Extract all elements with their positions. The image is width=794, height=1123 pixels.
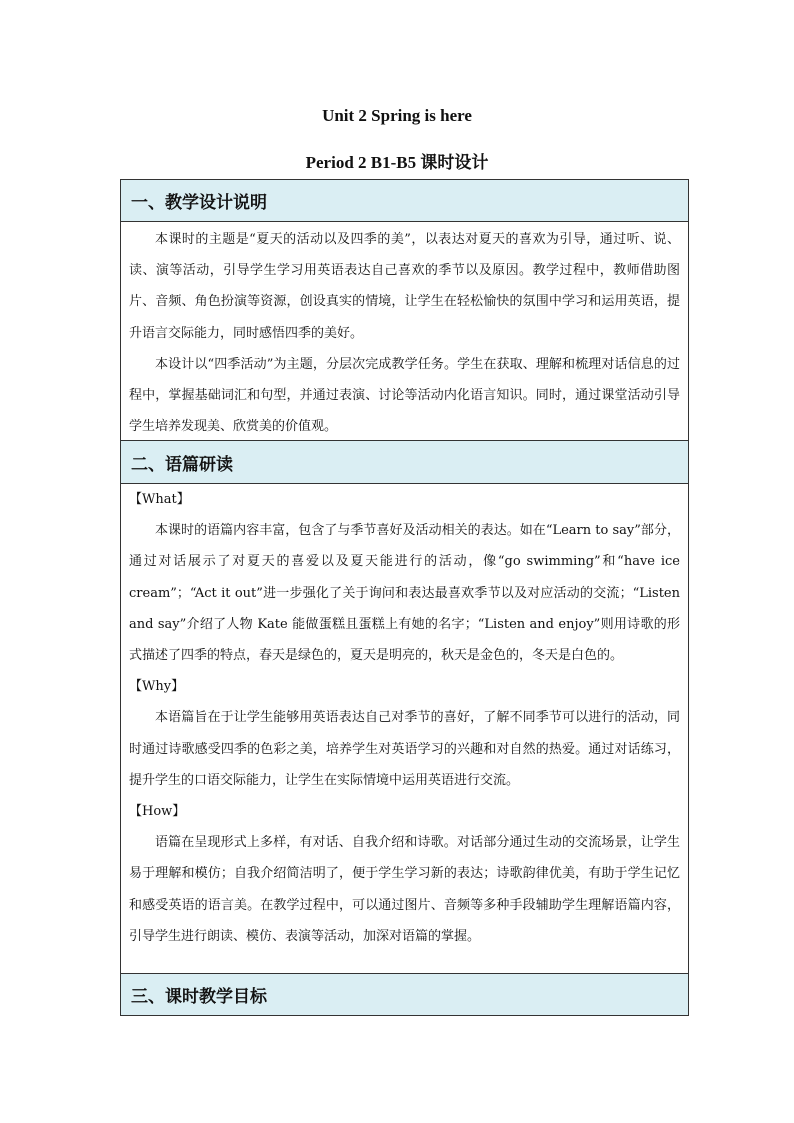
section-heading-design: 一、教学设计说明 <box>121 180 688 222</box>
document-title: Unit 2 Spring is here <box>322 106 472 125</box>
what-paragraph: 本课时的语篇内容丰富，包含了与季节喜好及活动相关的表达。如在“Learn to say”部分，通过对话展示了对夏天的喜爱以及夏天能进行的活动，像“go swimming”和“have ice cream”；“Act it out”进一步强化了关于询问和表达最喜欢季节以及对应活动的交流；“Listen and say”介绍了人物 Kate 能做蛋糕且蛋糕上有她的名字；“Listen and enjoy”则用诗歌的形式描述了四季的特点，春天是绿色的，夏天是明亮的，秋天是金色的，冬天是白色的。 <box>129 523 680 664</box>
design-paragraph-1: 本课时的主题是“夏天的活动以及四季的美”，以表达对夏天的喜欢为引导，通过听、说、读、演等活动，引导学生学习用英语表达自己喜欢的季节以及原因。教学过程中，教师借助图片、音频、角色扮演等资源，创设真实的情境，让学生在轻松愉快的氛围中学习和运用英语，提升语言交际能力，同时感悟四季的美好。 <box>129 232 680 341</box>
why-tag: 【Why】 <box>129 679 185 695</box>
what-tag: 【What】 <box>129 492 190 507</box>
section-heading-objectives: 三、课时教学目标 <box>121 973 688 1015</box>
how-paragraph: 语篇在呈现形式上多样，有对话、自我介绍和诗歌。对话部分通过生动的交流场景，让学生易于理解和模仿；自我介绍简洁明了，便于学生学习新的表达；诗歌韵律优美，有助于学生记忆和感受英语的语言美。在教学过程中，可以通过图片、音频等多种手段辅助学生理解语篇内容，引导学生进行朗读、模仿、表演等活动，加深对语篇的掌握。 <box>129 835 680 944</box>
section-body-reading <box>121 484 688 973</box>
section-heading-reading: 二、语篇研读 <box>121 440 688 484</box>
how-tag: 【How】 <box>129 804 186 820</box>
design-paragraph-2: 本设计以“四季活动”为主题，分层次完成教学任务。学生在获取、理解和梳理对话信息的过程中，掌握基础词汇和句型，并通过表演、讨论等活动内化语言知识。同时，通过课堂活动引导学生培养发现美、欣赏美的价值观。 <box>129 356 680 435</box>
why-paragraph: 本语篇旨在于让学生能够用英语表达自己对季节的喜好，了解不同季节可以进行的活动，同时通过诗歌感受四季的色彩之美，培养学生对英语学习的兴趣和对自然的热爱。通过对话练习，提升学生的口语交际能力，让学生在实际情境中运用英语进行交流。 <box>129 710 680 788</box>
section-body-design <box>121 222 688 440</box>
lesson-design-table <box>120 179 689 1016</box>
document-subtitle: Period 2 B1-B5 课时设计 <box>305 153 489 172</box>
